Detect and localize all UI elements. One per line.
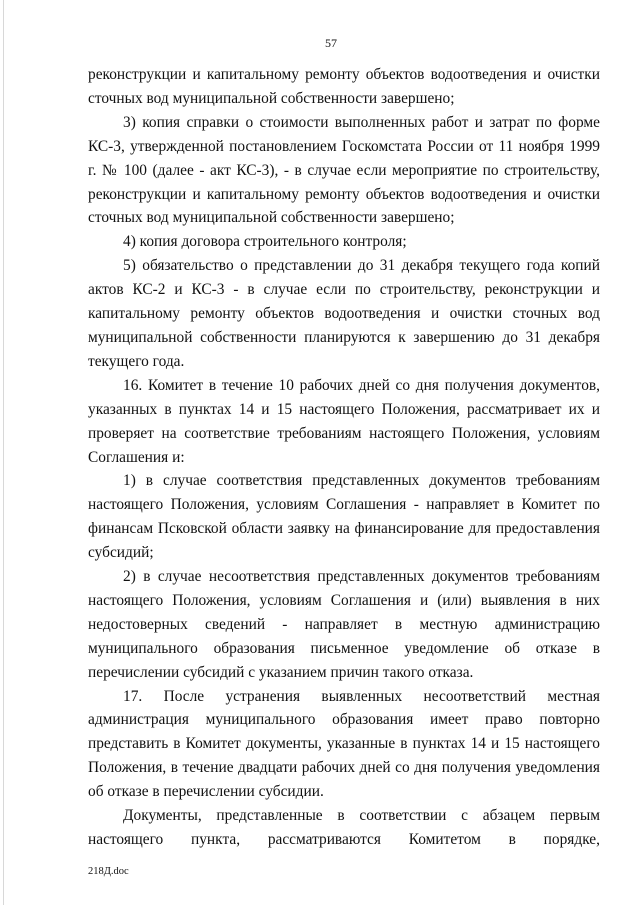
footer-filename: 218Д.doc — [88, 866, 129, 877]
paragraph-clause-16-item-1: 1) в случае соответствия представленных документов требованиям настоящего Положения, условиям Соглашения - направляет в Комитет по финансам Псковской области заявку на финансирование для предоставления субсидий; — [88, 472, 600, 562]
paragraph-clause-16: 16. Комитет в течение 10 рабочих дней со дня получения документов, указанных в пунктах 14 и 15 настоящего Положения, рассматривает их и проверяет на соответствие требованиям настоящего Положения, условиям Соглашения и: — [88, 376, 600, 466]
paragraph-item-4: 4) копия договора строительного контроля; — [123, 233, 407, 251]
page-number: 57 — [325, 36, 337, 50]
paragraph-item-5: 5) обязательство о представлении до 31 декабря текущего года копий актов КС-2 и КС-3 - в случае если по строительству, реконструкции и капитальному ремонту объектов водоотведения и очистки сточных вод муниципальной собственности планируются к завершению до 31 декабря текущего года. — [88, 257, 600, 370]
paragraph-continuation: реконструкции и капитальному ремонту объектов водоотведения и очистки сточных вод муниципальной собственности завершено; — [88, 66, 600, 107]
paragraph-item-3: 3) копия справки о стоимости выполненных работ и затрат по форме КС-3, утвержденной постановлением Госкомстата России от 11 ноября 1999 г. № 100 (далее - акт КС-3), - в случае если мероприятие по строительству, реконструкции и капитальному ремонту объектов водоотведения и очистки сточных вод муниципальной собственности завершено; — [88, 113, 600, 227]
paragraph-clause-17: 17. После устранения выявленных несоответствий местная администрация муниципального образования имеет право повторно представить в Комитет документы, указанные в пунктах 14 и 15 настоящего Положения, в течение двадцати рабочих дней со дня получения уведомления об отказе в перечислении субсидии. — [88, 687, 600, 801]
paragraph-clause-16-item-2: 2) в случае несоответствия представленных документов требованиям настоящего Положения, условиям Соглашения и (или) выявления в них недостоверных сведений - направляет в местную администрацию муниципального образования письменное уведомление об отказе в перечислении субсидий с указанием причин такого отказа. — [88, 568, 600, 681]
scan-edge-line — [3, 0, 4, 905]
paragraph-clause-17-documents: Документы, представленные в соответствии с абзацем первым настоящего пункта, рассматриваются Комитетом в порядке, — [88, 807, 600, 848]
document-body — [88, 63, 600, 852]
